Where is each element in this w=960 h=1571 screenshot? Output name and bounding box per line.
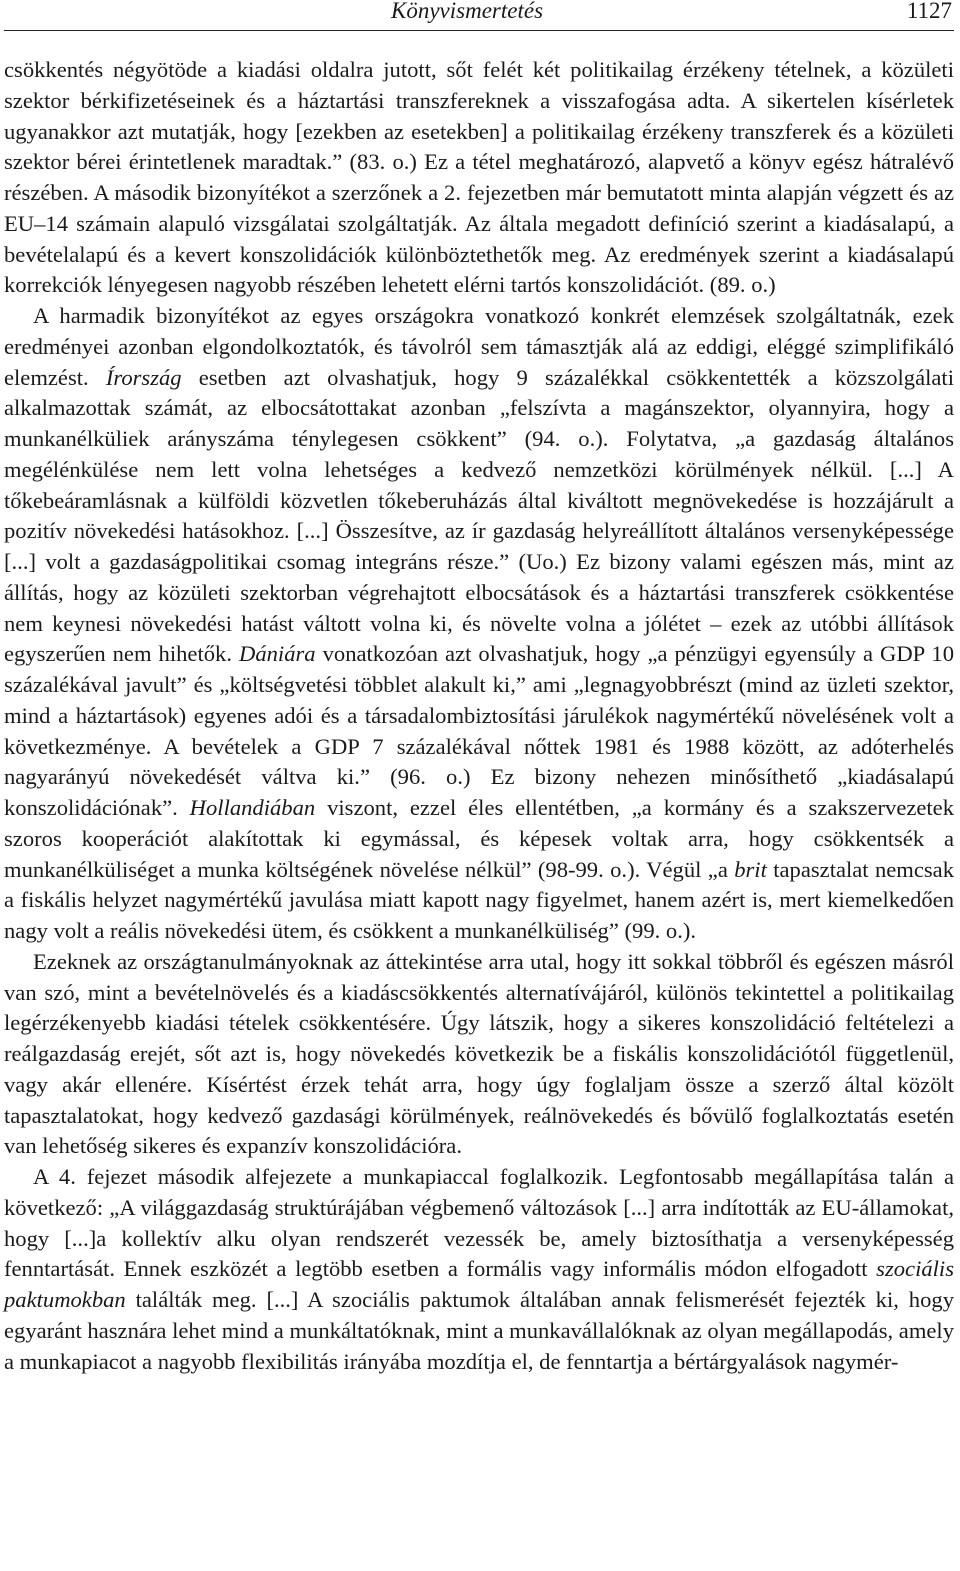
text-run: vonatkozóan azt olvashatjuk, hogy „a pénzügyi egyensúly a GDP 10 százalékával javult” és „költségvetési többlet alakult ki,” ami „legnagyobbrészt (mind az üzleti szektor, mind a háztartások) egyenes adói és a társadalombiztosítási járulékok nagymértékű növelésének volt a következménye. A bevételek a GDP 7 százalékával nőttek 1981 és 1988 között, az adóterhelés nagyarányú növekedését váltva ki.” (96. o.) Ez bizony nehezen minősíthető „kiadásalapú konszolidációnak”. <box>4 641 954 820</box>
text-run: viszont, ezzel éles ellentétben, „a kormány és a szakszervezetek szoros kooperációt alakítottak ki egymással, és képesek voltak arra, hogy csökkentsék a munkanélküliséget a munka költségének növelése nélkül” (98-99. o.). Végül „a <box>4 795 955 882</box>
text-run: csökkentés négyötöde a kiadási oldalra jutott, sőt felét két politikailag érzékeny tételnek, a közületi szektor bérkifizetéseinek és a háztartási transzfereknek a visszafogása adta. A sikertelen kísérletek ugyanakkor azt mutatják, hogy [ezekben az esetekben] a politikailag érzékeny transzferek és a közületi szektor bérei érintetlenek maradtak.” (83. o.) Ez a tétel meghatározó, alapvető a könyv egész hátralévő részében. A második bizonyítékot a szerzőnek a 2. fejezetben már bemutatott minta alapján végzett és az EU–14 számain alapuló vizsgálatai szolgáltatják. Az általa megadott definíció szerint a kiadásalapú, a bevételalapú és a kevert konszolidációk különböztethetők meg. Az eredmények szerint a kiadásalapú korrekciók lényegesen nagyobb részében lehetett elérni tartós konszolidációt. (89. o.) <box>4 57 954 298</box>
italic-text: brit <box>734 856 767 882</box>
text-run: tapasztalat nemcsak a fiskális helyzet nagymértékű javulása miatt kapott nagy figyelmet, hanem azért is, mert kiemelkedően nagy volt a reális növekedési ütem, és csökkent a munkanélküliség” (99. o.). <box>4 856 954 943</box>
text-run: A harmadik bizonyítékot az egyes országokra vonatkozó konkrét elemzések szolgáltatnák, ezek eredményei azonban elgondolkoztatók, és távolról sem támasztják alá az eddigi, eléggé szimplifikáló elemzést. <box>4 303 954 390</box>
text-run: esetben azt olvashatjuk, hogy 9 százalékkal csökkentették a közszolgálati alkalmazottak számát, az elbocsátottakat azonban „felszívta a magánszektor, olyannyira, hogy a munkanélküliek arányszáma ténylegesen csökkent” (94. o.). Folytatva, „a gazdaság általános megélénkülése nem lett volna lehetséges a kedvező nemzetközi körülmények nélkül. [...] A tőkebeáramlásnak a külföldi közvetlen tőkeberuházás által kiváltott megnövekedése is hozzájárult a pozitív növekedési hatásokhoz. [...] Összesítve, az ír gazdaság helyreállított általános versenyképessége [...] volt a gazdaságpolitikai csomag integráns része.” (Uo.) Ez bizony valami egészen más, mint az állítás, hogy az közületi szektorban végrehajtott elbocsátások és a háztartási transzferek csökkentése nem keynesi növekedési hatást váltott volna ki, és növelte volna a jólétet – ezek az utóbbi állítások egyszerűen nem hihetők. <box>4 364 954 667</box>
running-header <box>4 0 954 31</box>
text-run: Ezeknek az országtanulmányoknak az áttekintése arra utal, hogy itt sokkal többről és egészen másról van szó, mint a bevételnövelés és a kiadáscsökkentés alternatívájáról, különös tekintettel a politikailag legérzékenyebb kiadási tételek csökkentésére. Úgy látszik, hogy a sikeres konszolidáció feltételezi a reálgazdaság erejét, sőt azt is, hogy növekedés következik be a fiskális konszolidációtól függetlenül, vagy akár ellenére. Kísértést érzek tehát arra, hogy úgy foglaljam össze a szerző által közölt tapasztalatokat, hogy kedvező gazdasági körülmények, reálnövekedés és bővülő foglalkoztatás esetén van lehetőség sikeres és expanzív konszolidációra. <box>4 948 954 1159</box>
italic-text: Hollandiában <box>189 795 316 820</box>
text-run: találták meg. [...] A szociális paktumok általában annak felismerését fejezték ki, hogy egyaránt hasznára lehet mind a munkáltatóknak, mint a munkavállalóknak az olyan megállapodás, amely a munkapiacot a nagyobb flexibilitás irányába mozdítja el, de fenntartja a bértárgyalások nagymér- <box>4 1287 954 1374</box>
running-title: Könyvismertetés <box>391 0 544 23</box>
italic-text: szociális paktumokban <box>4 1256 954 1312</box>
paragraph-3 <box>4 947 954 1162</box>
italic-text: Írország <box>105 364 182 390</box>
document-page <box>4 0 954 1571</box>
page-number: 1127 <box>906 0 952 23</box>
text-run: A 4. fejezet második alfejezete a munkapiaccal foglalkozik. Legfontosabb megállapítása talán a következő: „A világgazdaság struktúrájában végbemenő változások [...] arra indították az EU-államokat, hogy [...]a kollektív alku olyan rendszerét vezessék be, amely biztosíthatja a versenyképesség fenntartását. Ennek eszközét a legtöbb esetben a formális vagy informális módon elfogadott <box>4 1164 954 1282</box>
italic-text: Dániára <box>239 641 316 667</box>
paragraph-4 <box>4 1162 954 1377</box>
body-text <box>4 55 954 1377</box>
paragraph-1 <box>4 55 954 301</box>
paragraph-2 <box>4 301 954 947</box>
